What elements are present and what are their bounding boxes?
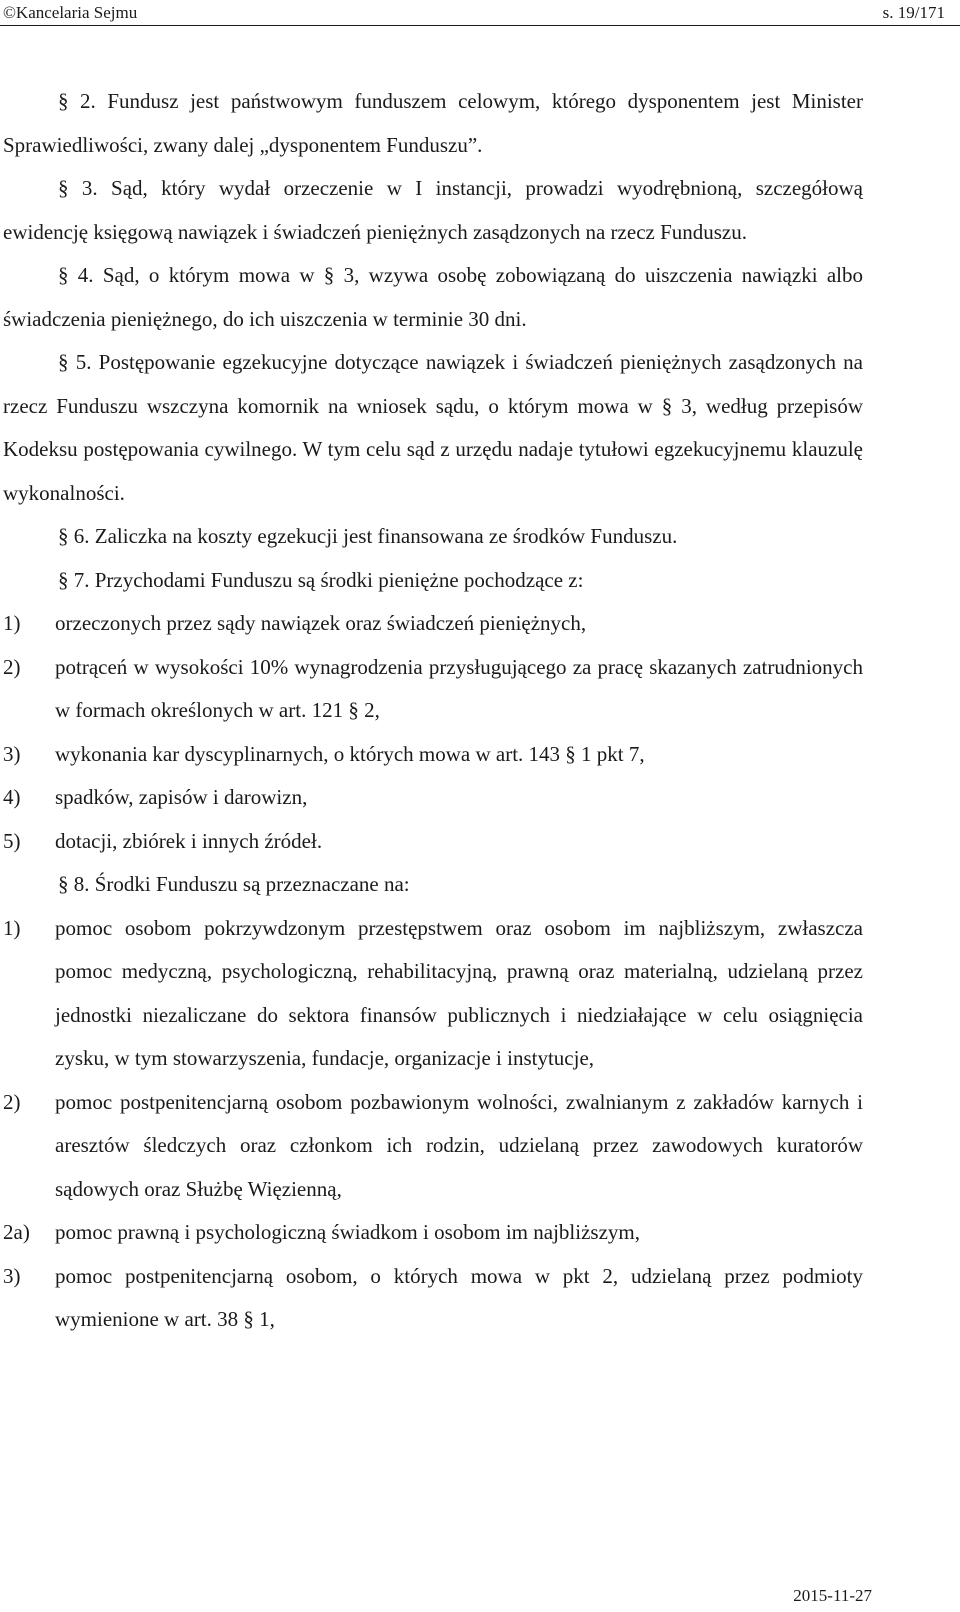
paragraph-8: § 8. Środki Funduszu są przeznaczane na: bbox=[58, 872, 410, 896]
document-body bbox=[3, 80, 863, 1342]
list-item-number: 2) bbox=[3, 654, 21, 679]
list-item bbox=[3, 1255, 863, 1342]
list-item bbox=[3, 602, 863, 646]
list-item-text: pomoc postpenitencjarną osobom, o których mowa w pkt 2, udzielaną przez podmioty wymienione w art. 38 § 1, bbox=[55, 1263, 863, 1331]
paragraph-3: § 3. Sąd, który wydał orzeczenie w I instancji, prowadzi wyodrębnioną, szczegółową ewidencję księgową nawiązek i świadczeń pieniężnych zasądzonych na rzecz Funduszu. bbox=[3, 176, 863, 244]
fund-uses-list bbox=[3, 907, 863, 1342]
document-date: 2015-11-27 bbox=[793, 1586, 872, 1605]
paragraph-6: § 6. Zaliczka na koszty egzekucji jest finansowana ze środków Funduszu. bbox=[58, 524, 678, 548]
list-item-text: orzeczonych przez sądy nawiązek oraz świadczeń pieniężnych, bbox=[55, 611, 587, 635]
list-item-number: 3) bbox=[3, 741, 21, 766]
list-item-number: 2) bbox=[3, 1089, 21, 1114]
paragraph-4: § 4. Sąd, o którym mowa w § 3, wzywa osobę zobowiązaną do uiszczenia nawiązki albo świadczenia pieniężnego, do ich uiszczenia w terminie 30 dni. bbox=[3, 263, 863, 331]
list-item bbox=[3, 733, 863, 777]
list-item-number: 2a) bbox=[3, 1220, 30, 1244]
paragraph-7: § 7. Przychodami Funduszu są środki pieniężne pochodzące z: bbox=[58, 567, 584, 592]
list-item-text: dotacji, zbiórek i innych źródeł. bbox=[55, 828, 323, 853]
list-item-text: potrąceń w wysokości 10% wynagrodzenia przysługującego za pracę skazanych zatrudnionych w formach określonych w art. 121 § 2, bbox=[55, 654, 863, 722]
list-item bbox=[3, 820, 863, 864]
header-divider bbox=[0, 25, 960, 26]
page-header bbox=[0, 0, 960, 26]
list-item-number: 4) bbox=[3, 785, 21, 809]
paragraph-5: § 5. Postępowanie egzekucyjne dotyczące nawiązek i świadczeń pieniężnych zasądzonych na rzecz Funduszu wszczyna komornik na wniosek sądu, o którym mowa w § 3, według przepisów Kodeksu postępowania cywilnego. W tym celu sąd z urzędu nadaje tytułowi egzekucyjnemu klauzulę wykonalności. bbox=[3, 350, 863, 505]
page-number: s. 19/171 bbox=[882, 3, 945, 22]
list-item bbox=[3, 907, 863, 1081]
list-item bbox=[3, 1211, 863, 1255]
paragraph-2: § 2. Fundusz jest państwowym funduszem celowym, którego dysponentem jest Minister Sprawiedliwości, zwany dalej „dysponentem Funduszu”. bbox=[3, 89, 863, 157]
list-item-text: wykonania kar dyscyplinarnych, o których mowa w art. 143 § 1 pkt 7, bbox=[55, 741, 645, 766]
list-item-text: pomoc prawną i psychologiczną świadkom i osobom im najbliższym, bbox=[55, 1220, 640, 1244]
list-item-text: pomoc osobom pokrzywdzonym przestępstwem oraz osobom im najbliższym, zwłaszcza pomoc medyczną, psychologiczną, rehabilitacyjną, prawną oraz materialną, udzielaną przez jednostki niezaliczane do sektora finansów publicznych i niedziałające w celu osiągnięcia zysku, w tym stowarzyszenia, fundacje, organizacje i instytucje, bbox=[55, 915, 863, 1070]
list-item-number: 1) bbox=[3, 915, 21, 940]
list-item-number: 1) bbox=[3, 611, 21, 635]
list-item-number: 5) bbox=[3, 828, 21, 853]
publisher-label: ©Kancelaria Sejmu bbox=[3, 3, 138, 22]
list-item-text: spadków, zapisów i darowizn, bbox=[55, 785, 308, 809]
list-item-text: pomoc postpenitencjarną osobom pozbawionym wolności, zwalnianym z zakładów karnych i aresztów śledczych oraz członkom ich rodzin, udzielaną przez zawodowych kuratorów sądowych oraz Służbę Więzienną, bbox=[55, 1089, 863, 1201]
list-item bbox=[3, 776, 863, 820]
revenue-sources-list bbox=[3, 602, 863, 863]
list-item-number: 3) bbox=[3, 1263, 21, 1288]
list-item bbox=[3, 1081, 863, 1212]
list-item bbox=[3, 646, 863, 733]
